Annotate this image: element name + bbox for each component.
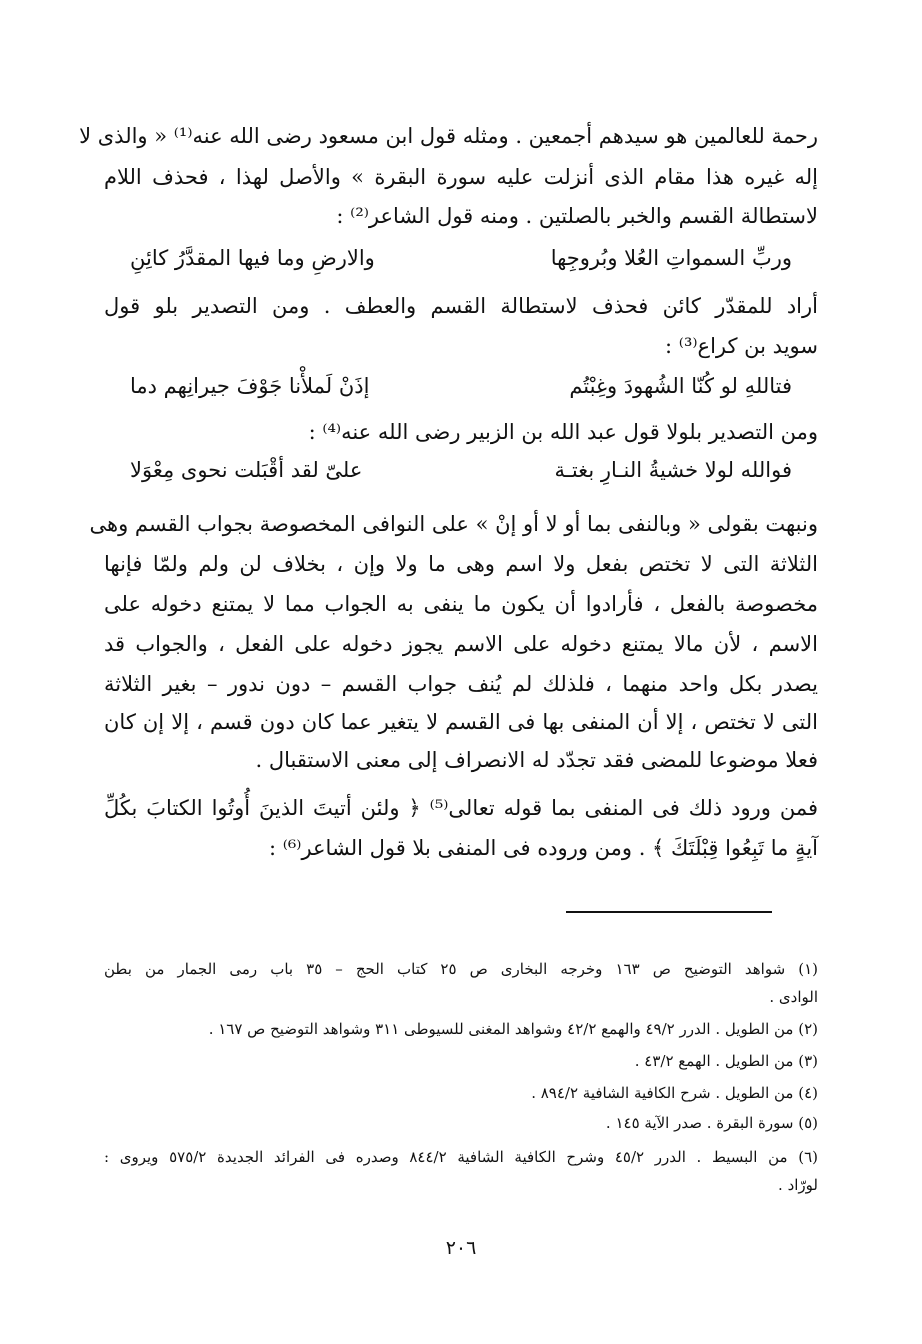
- body-line-11: يصدر بكل واحد منهما ، فلذلك لم يُنف جواب القسم – دون ندور – بغير الثلاثة: [104, 672, 818, 696]
- footnote-2: (٢) من الطويل . الدرر ٤٩/٢ والهمع ٤٢/٢ وشواهد المغنى للسيوطى ٣١١ وشواهد التوضيح ص ١٦٧ .: [208, 1020, 818, 1038]
- body-line-8: الثلاثة التى لا تختص بفعل ولا اسم وهى ما ولا وإن ، بخلاف لن ولم ولمّا فإنها: [104, 552, 818, 576]
- body-line-1: رحمة للعالمين هو سيدهم أجمعين . ومثله قول ابن مسعود رضى الله عنه⁽¹⁾ « والذى لا: [79, 124, 818, 148]
- verse-3-second-hemistich: علىّ لقد أقْبَلت نحوى مِعْوَلا: [130, 458, 363, 482]
- body-line-13: فعلا موضوعا للمضى فقد تجدّد له الانصراف إلى معنى الاستقبال .: [255, 748, 818, 772]
- body-line-7: ونبهت بقولى « وبالنفى بما أو لا أو إنْ » على النوافى المخصوصة بجواب القسم وهى: [89, 512, 818, 536]
- verse-1-second-hemistich: والارضِ وما فيها المقدَّرُ كائِنِ: [130, 246, 375, 270]
- page-number: ٢٠٦: [445, 1237, 477, 1259]
- footnote-separator: [566, 911, 772, 913]
- body-line-2: إله غيره هذا مقام الذى أنزلت عليه سورة البقرة » والأصل لهذا ، فحذف اللام: [104, 165, 818, 189]
- footnote-5: (٥) سورة البقرة . صدر الآية ١٤٥ .: [605, 1114, 818, 1132]
- body-line-4: أراد للمقدّر كائن فحذف لاستطالة القسم والعطف . ومن التصدير بلو قول: [104, 294, 818, 318]
- body-line-3: لاستطالة القسم والخبر بالصلتين . ومنه قول الشاعر⁽²⁾ :: [336, 204, 818, 228]
- body-line-6: ومن التصدير بلولا قول عبد الله بن الزبير رضى الله عنه⁽⁴⁾ :: [308, 420, 818, 444]
- footnote-1-line-2: الوادى .: [769, 988, 818, 1006]
- verse-1-first-hemistich: وربِّ السمواتِ العُلا وبُروجِها: [550, 246, 792, 270]
- verse-3-first-hemistich: فوالله لولا خشيةُ النـارِ بغتـة: [554, 458, 792, 482]
- body-line-9: مخصوصة بالفعل ، فأرادوا أن يكون ما ينفى به الجواب مما لا يمتنع دخوله على: [104, 592, 818, 616]
- footnote-6-line-1: (٦) من البسيط . الدرر ٤٥/٢ وشرح الكافية الشافية ٨٤٤/٢ وصدره فى الفرائد الجديدة ٥٧٥/٢ ويروى :: [104, 1148, 818, 1166]
- body-line-12: التى لا تختص ، إلا أن المنفى بها فى القسم لا يتغير عما كان دون قسم ، إلا إن كان: [104, 710, 818, 734]
- footnote-6-line-2: لورّاد .: [778, 1176, 818, 1194]
- footnote-1-line-1: (١) شواهد التوضيح ص ١٦٣ وخرجه البخارى ص ٢٥ كتاب الحج – ٣٥ باب رمى الجمار من بطن: [104, 960, 818, 978]
- body-line-10: الاسم ، لأن مالا يمتنع دخوله على الاسم يجوز دخوله على الفعل ، والجواب قد: [104, 632, 818, 656]
- body-line-14: فمن ورود ذلك فى المنفى بما قوله تعالى⁽⁵⁾ ﴿ ولئن أتيتَ الذينَ أُوتُوا الكتابَ بكُلِّ: [104, 796, 818, 820]
- verse-2-second-hemistich: إذَنْ لَملأْنا جَوْفَ جيرانِهم دما: [130, 374, 370, 398]
- footnote-3: (٣) من الطويل . الهمع ٤٣/٢ .: [634, 1052, 818, 1070]
- footnote-4: (٤) من الطويل . شرح الكافية الشافية ٨٩٤/٢ .: [531, 1084, 818, 1102]
- verse-2-first-hemistich: فتاللهِ لو كُنّا الشُهودَ وغِبْتُم: [569, 374, 792, 398]
- body-line-5: سويد بن كراع⁽³⁾ :: [665, 334, 818, 358]
- body-line-15: آيةٍ ما تَبِعُوا قِبْلَتَكَ ﴾ . ومن وروده فى المنفى بلا قول الشاعر⁽⁶⁾ :: [268, 836, 818, 860]
